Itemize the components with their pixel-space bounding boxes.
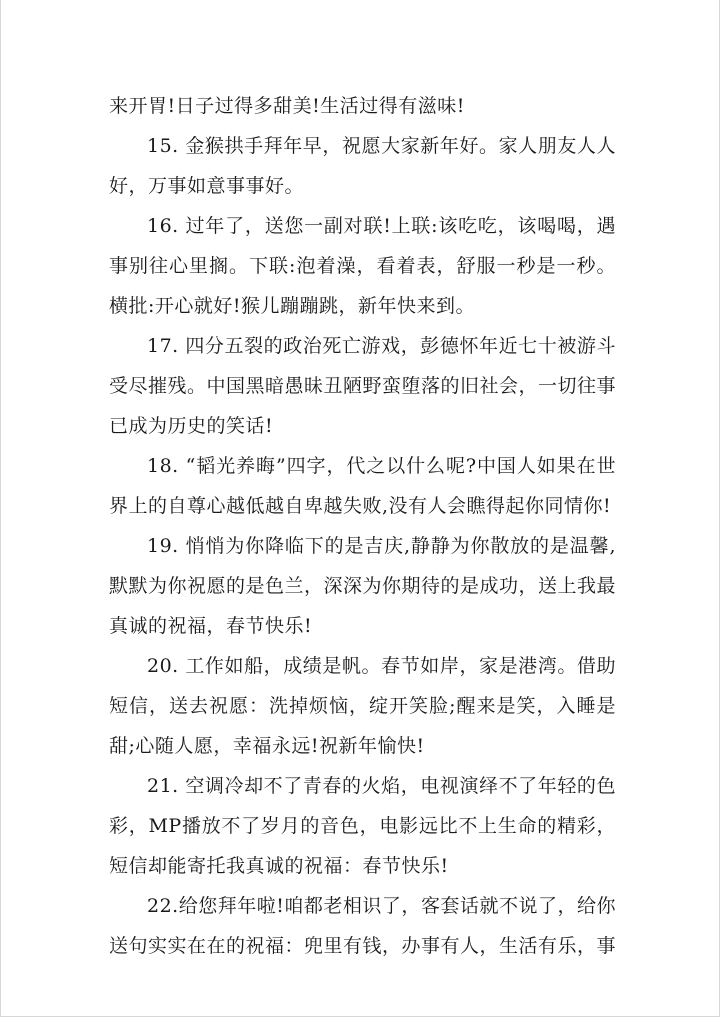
document-body	[109, 86, 616, 966]
paragraph-item-17: 17. 四分五裂的政治死亡游戏，彭德怀年近七十被游斗受尽摧残。中国黑暗愚昧丑陋野蛮堕落的旧社会，一切往事已成为历史的笑话!	[109, 335, 617, 437]
paragraph-item-21: 21. 空调冷却不了青春的火焰，电视演绎不了年轻的色彩，MP播放不了岁月的音色，电影远比不上生命的精彩，短信却能寄托我真诚的祝福：春节快乐!	[109, 775, 616, 877]
paragraph-item-22: 22.给您拜年啦!咱都老相识了，客套话就不说了，给你送句实实在在的祝福：兜里有钱，办事有人，生活有乐，事	[109, 895, 617, 957]
paragraph-continuation: 来开胃!日子过得多甜美!生活过得有滋味!	[109, 95, 465, 117]
paragraph-item-15: 15. 金猴拱手拜年早，祝愿大家新年好。家人朋友人人好，万事如意事事好。	[109, 135, 616, 197]
paragraph-item-20: 20. 工作如船，成绩是帆。春节如岸，家是港湾。借助短信，送去祝愿：洗掉烦恼，绽开笑脸;醒来是笑，入睡是甜;心随人愿，幸福永远!祝新年愉快!	[109, 655, 616, 757]
paragraph-item-16: 16. 过年了，送您一副对联!上联:该吃吃，该喝喝，遇事别往心里搁。下联:泡着澡，看着表，舒服一秒是一秒。横批:开心就好!猴儿蹦蹦跳，新年快来到。	[109, 215, 616, 317]
paragraph-item-18: 18. “韬光养晦”四字，代之以什么呢?中国人如果在世界上的自尊心越低越自卑越失败,没有人会瞧得起你同情你!	[109, 455, 616, 517]
paragraph-item-19: 19. 悄悄为你降临下的是吉庆,静静为你散放的是温馨,默默为你祝愿的是色兰，深深为你期待的是成功，送上我最真诚的祝福，春节快乐!	[109, 535, 617, 637]
